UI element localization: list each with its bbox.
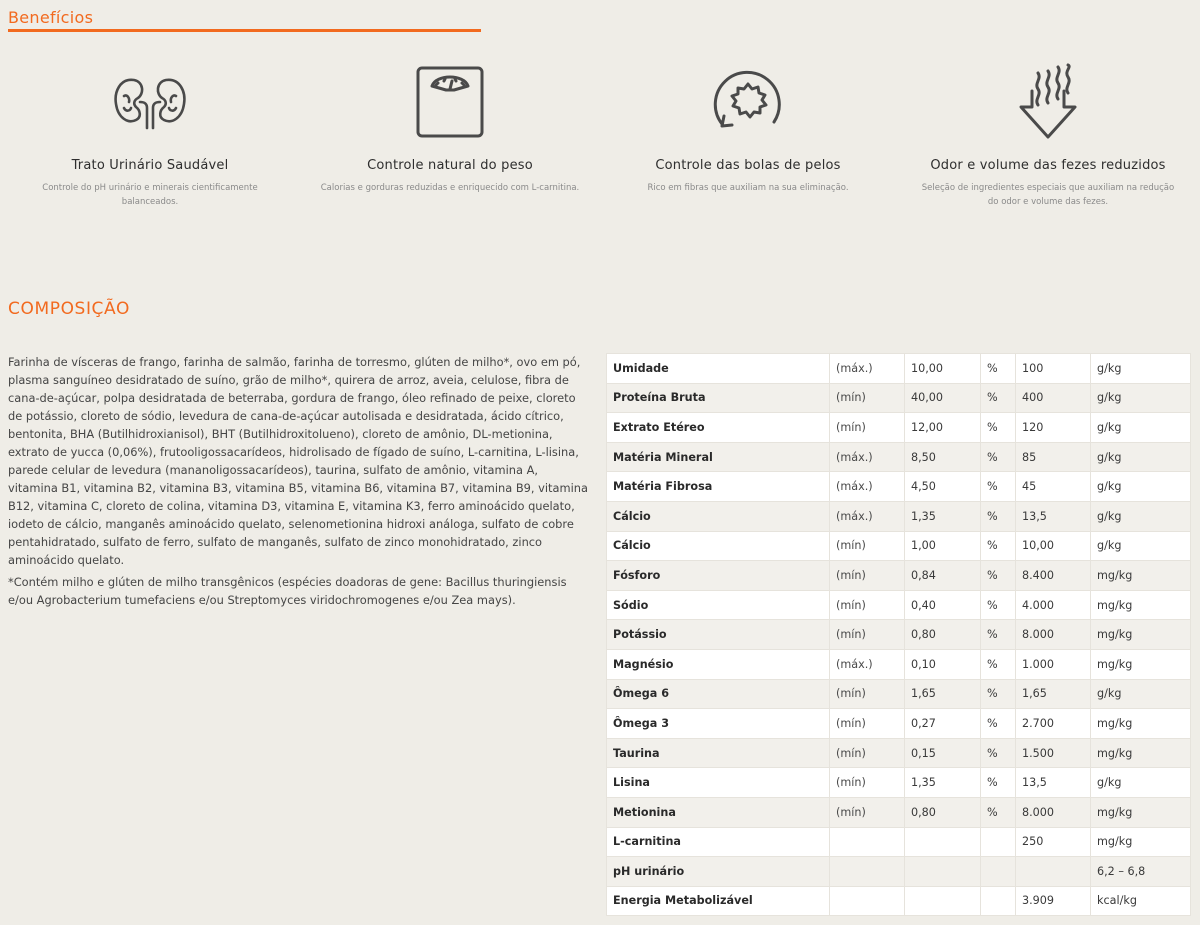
- percent-unit: %: [981, 561, 1016, 591]
- converted-value: 8.000: [1016, 797, 1091, 827]
- table-row: [607, 857, 1191, 887]
- nutrient-name: Metionina: [607, 797, 830, 827]
- benefit-title: Trato Urinário Saudável: [71, 158, 229, 173]
- qualifier: [830, 857, 905, 887]
- percent-value: 12,00: [905, 413, 981, 443]
- percent-value: 8,50: [905, 442, 981, 472]
- converted-value: 13,5: [1016, 768, 1091, 798]
- converted-value: 1.500: [1016, 738, 1091, 768]
- nutrient-name: Fósforo: [607, 561, 830, 591]
- percent-unit: %: [981, 797, 1016, 827]
- table-row: [607, 413, 1191, 443]
- converted-value: 250: [1016, 827, 1091, 857]
- benefit-title: Controle das bolas de pelos: [655, 158, 841, 173]
- percent-value: 0,80: [905, 797, 981, 827]
- table-row: [607, 709, 1191, 739]
- converted-value: 400: [1016, 383, 1091, 413]
- converted-unit: mg/kg: [1091, 738, 1191, 768]
- converted-unit: g/kg: [1091, 679, 1191, 709]
- benefit-description: Controle do pH urinário e minerais cientificamente balanceados.: [42, 183, 258, 207]
- benefit-card-weight: [310, 62, 590, 195]
- qualifier: (máx.): [830, 354, 905, 384]
- converted-unit: g/kg: [1091, 501, 1191, 531]
- percent-value: [905, 827, 981, 857]
- table-row: [607, 442, 1191, 472]
- table-row: [607, 886, 1191, 916]
- table-row: [607, 383, 1191, 413]
- converted-unit: mg/kg: [1091, 590, 1191, 620]
- qualifier: (mín): [830, 709, 905, 739]
- odor-arrow-icon: [908, 62, 1188, 142]
- nutrient-name: Ômega 3: [607, 709, 830, 739]
- percent-value: 0,15: [905, 738, 981, 768]
- converted-value: 8.400: [1016, 561, 1091, 591]
- percent-value: 1,35: [905, 501, 981, 531]
- percent-unit: %: [981, 679, 1016, 709]
- nutrient-name: Lisina: [607, 768, 830, 798]
- percent-unit: %: [981, 738, 1016, 768]
- percent-value: 0,40: [905, 590, 981, 620]
- converted-unit: g/kg: [1091, 413, 1191, 443]
- qualifier: (máx.): [830, 472, 905, 502]
- nutrient-name: Energia Metabolizável: [607, 886, 830, 916]
- qualifier: (mín): [830, 768, 905, 798]
- hairball-icon: [608, 62, 888, 142]
- benefits-title: Benefícios: [8, 8, 94, 27]
- converted-value: 45: [1016, 472, 1091, 502]
- composition-text: [8, 353, 588, 609]
- converted-unit: g/kg: [1091, 442, 1191, 472]
- qualifier: (mín): [830, 679, 905, 709]
- benefit-description: Rico em fibras que auxiliam na sua eliminação.: [647, 183, 849, 193]
- table-row: [607, 797, 1191, 827]
- qualifier: [830, 827, 905, 857]
- converted-unit: mg/kg: [1091, 827, 1191, 857]
- percent-value: 0,27: [905, 709, 981, 739]
- table-row: [607, 827, 1191, 857]
- composition-title: COMPOSIÇÃO: [8, 299, 130, 319]
- table-row: [607, 738, 1191, 768]
- qualifier: (mín): [830, 738, 905, 768]
- converted-value: 3.909: [1016, 886, 1091, 916]
- qualifier: (máx.): [830, 649, 905, 679]
- benefit-card-odor: [908, 62, 1188, 209]
- converted-unit: mg/kg: [1091, 797, 1191, 827]
- benefit-card-hairball: [608, 62, 888, 195]
- percent-unit: %: [981, 354, 1016, 384]
- percent-unit: [981, 857, 1016, 887]
- percent-unit: %: [981, 383, 1016, 413]
- qualifier: [830, 886, 905, 916]
- qualifier: (mín): [830, 413, 905, 443]
- percent-value: [905, 886, 981, 916]
- converted-value: 120: [1016, 413, 1091, 443]
- converted-unit: g/kg: [1091, 531, 1191, 561]
- percent-unit: %: [981, 413, 1016, 443]
- converted-value: [1016, 857, 1091, 887]
- table-row: [607, 354, 1191, 384]
- converted-value: 10,00: [1016, 531, 1091, 561]
- qualifier: (mín): [830, 561, 905, 591]
- converted-value: 4.000: [1016, 590, 1091, 620]
- percent-unit: [981, 827, 1016, 857]
- qualifier: (máx.): [830, 501, 905, 531]
- table-row: [607, 561, 1191, 591]
- qualifier: (mín): [830, 383, 905, 413]
- percent-value: 1,35: [905, 768, 981, 798]
- qualifier: (mín): [830, 620, 905, 650]
- percent-unit: %: [981, 472, 1016, 502]
- converted-value: 100: [1016, 354, 1091, 384]
- table-row: [607, 501, 1191, 531]
- nutrient-name: L-carnitina: [607, 827, 830, 857]
- converted-value: 13,5: [1016, 501, 1091, 531]
- table-row: [607, 620, 1191, 650]
- ingredients-paragraph: Farinha de vísceras de frango, farinha de salmão, farinha de torresmo, glúten de milho*, ovo em pó, plasma sanguíneo desidratado de suíno, grão de milho*, quirera de arroz, aveia, celulose, fibra de cana-de-açúcar, polpa desidratada de beterraba, gordura de frango, óleo refinado de peixe, cloreto de potássio, cloreto de sódio, levedura de cana-de-açúcar autolisada e desidratada, ácido cítrico, bentonita, BHA (Butilhidroxianisol), BHT (Butilhidroxitolueno), cloreto de amônio, DL-metionina, extrato de yucca (0,06%), frutooligossacarídeos, hidrolisado de fígado de suíno, L-carnitina, L-lisina, parede celular de levedura (mananoligossacarídeos), taurina, sulfato de amônio, vitamina A, vitamina B1, vitamina B2, vitamina B3, vitamina B5, vitamina B6, vitamina B7, vitamina B9, vitamina B12, vitamina C, cloreto de colina, vitamina D3, vitamina E, vitamina K3, ferro aminoácido quelato, iodeto de cálcio, manganês aminoácido quelato, selenometionina hidroxi análoga, sulfato de cobre pentahidratado, sulfato de ferro, sulfato de manganês, sulfato de zinco monohidratado, zinco aminoácido quelato.: [8, 355, 588, 567]
- benefit-title: Odor e volume das fezes reduzidos: [930, 158, 1166, 173]
- nutrient-name: pH urinário: [607, 857, 830, 887]
- table-row: [607, 590, 1191, 620]
- table-row: [607, 472, 1191, 502]
- percent-unit: %: [981, 590, 1016, 620]
- percent-unit: %: [981, 649, 1016, 679]
- qualifier: (máx.): [830, 442, 905, 472]
- nutrient-name: Magnésio: [607, 649, 830, 679]
- qualifier: (mín): [830, 590, 905, 620]
- percent-value: 4,50: [905, 472, 981, 502]
- benefit-title: Controle natural do peso: [367, 158, 533, 173]
- converted-unit: g/kg: [1091, 383, 1191, 413]
- percent-unit: %: [981, 531, 1016, 561]
- percent-unit: %: [981, 620, 1016, 650]
- converted-unit: kcal/kg: [1091, 886, 1191, 916]
- table-row: [607, 531, 1191, 561]
- nutrition-table: [606, 353, 1191, 916]
- converted-unit: mg/kg: [1091, 649, 1191, 679]
- nutrient-name: Extrato Etéreo: [607, 413, 830, 443]
- nutrient-name: Cálcio: [607, 531, 830, 561]
- converted-unit: g/kg: [1091, 472, 1191, 502]
- kidneys-icon: [10, 62, 290, 142]
- benefit-card-urinary: [10, 62, 290, 209]
- percent-unit: %: [981, 442, 1016, 472]
- qualifier: (mín): [830, 531, 905, 561]
- scale-icon: [310, 62, 590, 142]
- percent-value: 0,84: [905, 561, 981, 591]
- nutrient-name: Ômega 6: [607, 679, 830, 709]
- nutrient-name: Sódio: [607, 590, 830, 620]
- nutrient-name: Cálcio: [607, 501, 830, 531]
- benefits-underline: [8, 29, 481, 32]
- table-row: [607, 768, 1191, 798]
- percent-value: 40,00: [905, 383, 981, 413]
- table-row: [607, 649, 1191, 679]
- converted-unit: mg/kg: [1091, 620, 1191, 650]
- nutrient-name: Matéria Mineral: [607, 442, 830, 472]
- converted-unit: g/kg: [1091, 354, 1191, 384]
- percent-value: 1,00: [905, 531, 981, 561]
- percent-value: 0,10: [905, 649, 981, 679]
- converted-unit: mg/kg: [1091, 561, 1191, 591]
- percent-value: 10,00: [905, 354, 981, 384]
- table-row: [607, 679, 1191, 709]
- converted-value: 85: [1016, 442, 1091, 472]
- percent-unit: %: [981, 501, 1016, 531]
- converted-unit: mg/kg: [1091, 709, 1191, 739]
- percent-unit: [981, 886, 1016, 916]
- qualifier: (mín): [830, 797, 905, 827]
- percent-unit: %: [981, 709, 1016, 739]
- gmo-note: *Contém milho e glúten de milho transgênicos (espécies doadoras de gene: Bacillus thuringiensis e/ou Agrobacterium tumefaciens e/ou Streptomyces viridochromogenes e/ou Zea mays).: [8, 575, 567, 607]
- nutrient-name: Taurina: [607, 738, 830, 768]
- nutrient-name: Proteína Bruta: [607, 383, 830, 413]
- converted-value: 1.000: [1016, 649, 1091, 679]
- converted-unit: 6,2 – 6,8: [1091, 857, 1191, 887]
- converted-unit: g/kg: [1091, 768, 1191, 798]
- converted-value: 1,65: [1016, 679, 1091, 709]
- converted-value: 8.000: [1016, 620, 1091, 650]
- nutrient-name: Umidade: [607, 354, 830, 384]
- nutrient-name: Matéria Fibrosa: [607, 472, 830, 502]
- benefit-description: Calorias e gorduras reduzidas e enriquecido com L-carnitina.: [320, 183, 580, 193]
- percent-value: [905, 857, 981, 887]
- percent-value: 0,80: [905, 620, 981, 650]
- converted-value: 2.700: [1016, 709, 1091, 739]
- percent-unit: %: [981, 768, 1016, 798]
- nutrient-name: Potássio: [607, 620, 830, 650]
- benefit-description: Seleção de ingredientes especiais que auxiliam na redução do odor e volume das fezes.: [921, 183, 1175, 207]
- percent-value: 1,65: [905, 679, 981, 709]
